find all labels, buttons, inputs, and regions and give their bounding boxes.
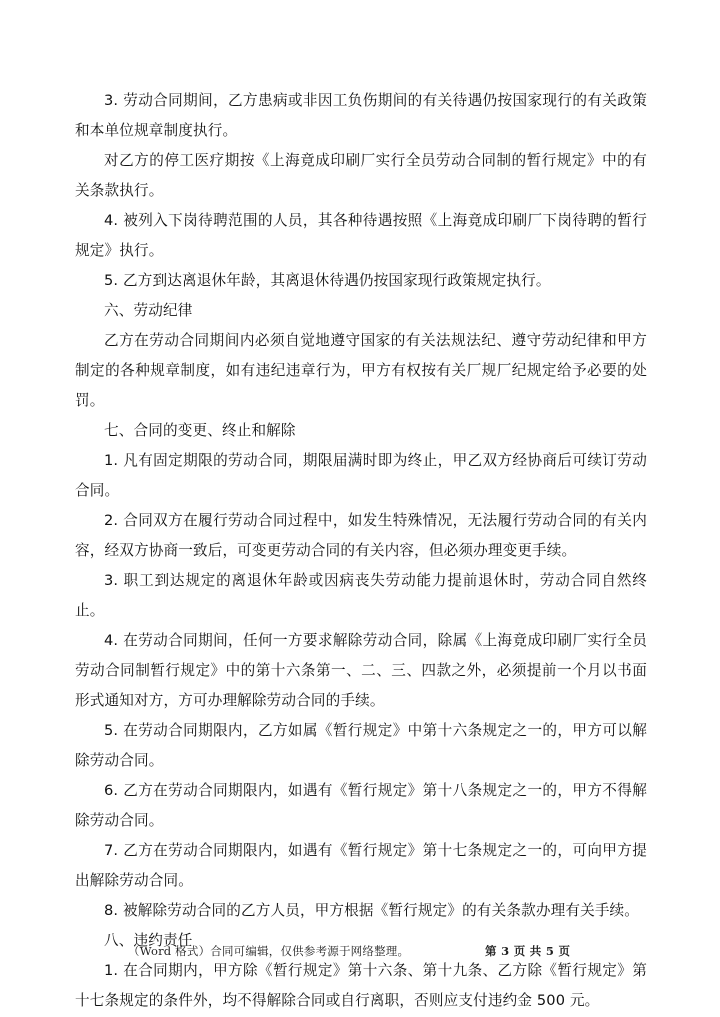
- section-heading-breach-liability: 八、违约责任: [104, 932, 193, 949]
- paragraph-employer-may-not-terminate: 6. 乙方在劳动合同期限内，如遇有《暂行规定》第十八条规定之一的，甲方不得解除劳动合同。: [75, 782, 647, 829]
- paragraph-retirement: 5. 乙方到达离退休年龄，其离退休待遇仍按国家现行政策规定执行。: [104, 272, 551, 289]
- paragraph-employee-may-terminate: 7. 乙方在劳动合同期限内，如遇有《暂行规定》第十七条规定之一的，可向甲方提出解除劳动合同。: [75, 842, 647, 889]
- paragraph-contract-modification: 2. 合同双方在履行劳动合同过程中，如发生特殊情况，无法履行劳动合同的有关内容，经双方协商一致后，可变更劳动合同的有关内容，但必须办理变更手续。: [75, 512, 647, 559]
- paragraph-sick-leave-policy: 3. 劳动合同期间，乙方患病或非因工负伤期间的有关待遇仍按国家现行的有关政策和本单位规章制度执行。: [75, 92, 647, 139]
- footer-note: （Word 格式）合同可编辑，仅供参考源于网络整理。: [128, 944, 410, 958]
- paragraph-termination-notice: 4. 在劳动合同期间，任何一方要求解除劳动合同，除属《上海竟成印刷厂实行全员劳动合同制暂行规定》中的第十六条第一、二、三、四款之外，必须提前一个月以书面形式通知对方，方可办理解除劳动合同的手续。: [75, 632, 647, 709]
- paragraph-medical-leave: 对乙方的停工医疗期按《上海竟成印刷厂实行全员劳动合同制的暂行规定》中的有关条款执行。: [75, 152, 647, 199]
- paragraph-liquidated-damages: 1. 在合同期内，甲方除《暂行规定》第十六条、第十九条、乙方除《暂行规定》第十七条规定的条件外，均不得解除合同或自行离职，否则应支付违约金 500 元。: [75, 962, 647, 1009]
- paragraph-discipline-rules: 乙方在劳动合同期间内必须自觉地遵守国家的有关法规法纪、遵守劳动纪律和甲方制定的各种规章制度，如有违纪违章行为，甲方有权按有关厂规厂纪规定给予必要的处罚。: [75, 332, 647, 409]
- paragraph-employer-may-terminate: 5. 在劳动合同期限内，乙方如属《暂行规定》中第十六条规定之一的，甲方可以解除劳动合同。: [75, 722, 647, 769]
- page-number: 第 3 页 共 5 页: [485, 944, 571, 958]
- paragraph-termination-procedure: 8. 被解除劳动合同的乙方人员，甲方根据《暂行规定》的有关条款办理有关手续。: [104, 902, 640, 919]
- section-heading-labor-discipline: 六、劳动纪律: [104, 302, 193, 319]
- section-heading-contract-change: 七、合同的变更、终止和解除: [104, 422, 296, 439]
- page-footer: [0, 943, 720, 963]
- paragraph-fixed-term-expiry: 1. 凡有固定期限的劳动合同，期限届满时即为终止，甲乙双方经协商后可续订劳动合同。: [75, 452, 647, 499]
- paragraph-natural-termination: 3. 职工到达规定的离退休年龄或因病丧失劳动能力提前退休时，劳动合同自然终止。: [75, 572, 647, 619]
- document-body: [75, 86, 647, 1016]
- paragraph-laid-off-staff: 4. 被列入下岗待聘范围的人员，其各种待遇按照《上海竟成印刷厂下岗待聘的暂行规定》执行。: [75, 212, 647, 259]
